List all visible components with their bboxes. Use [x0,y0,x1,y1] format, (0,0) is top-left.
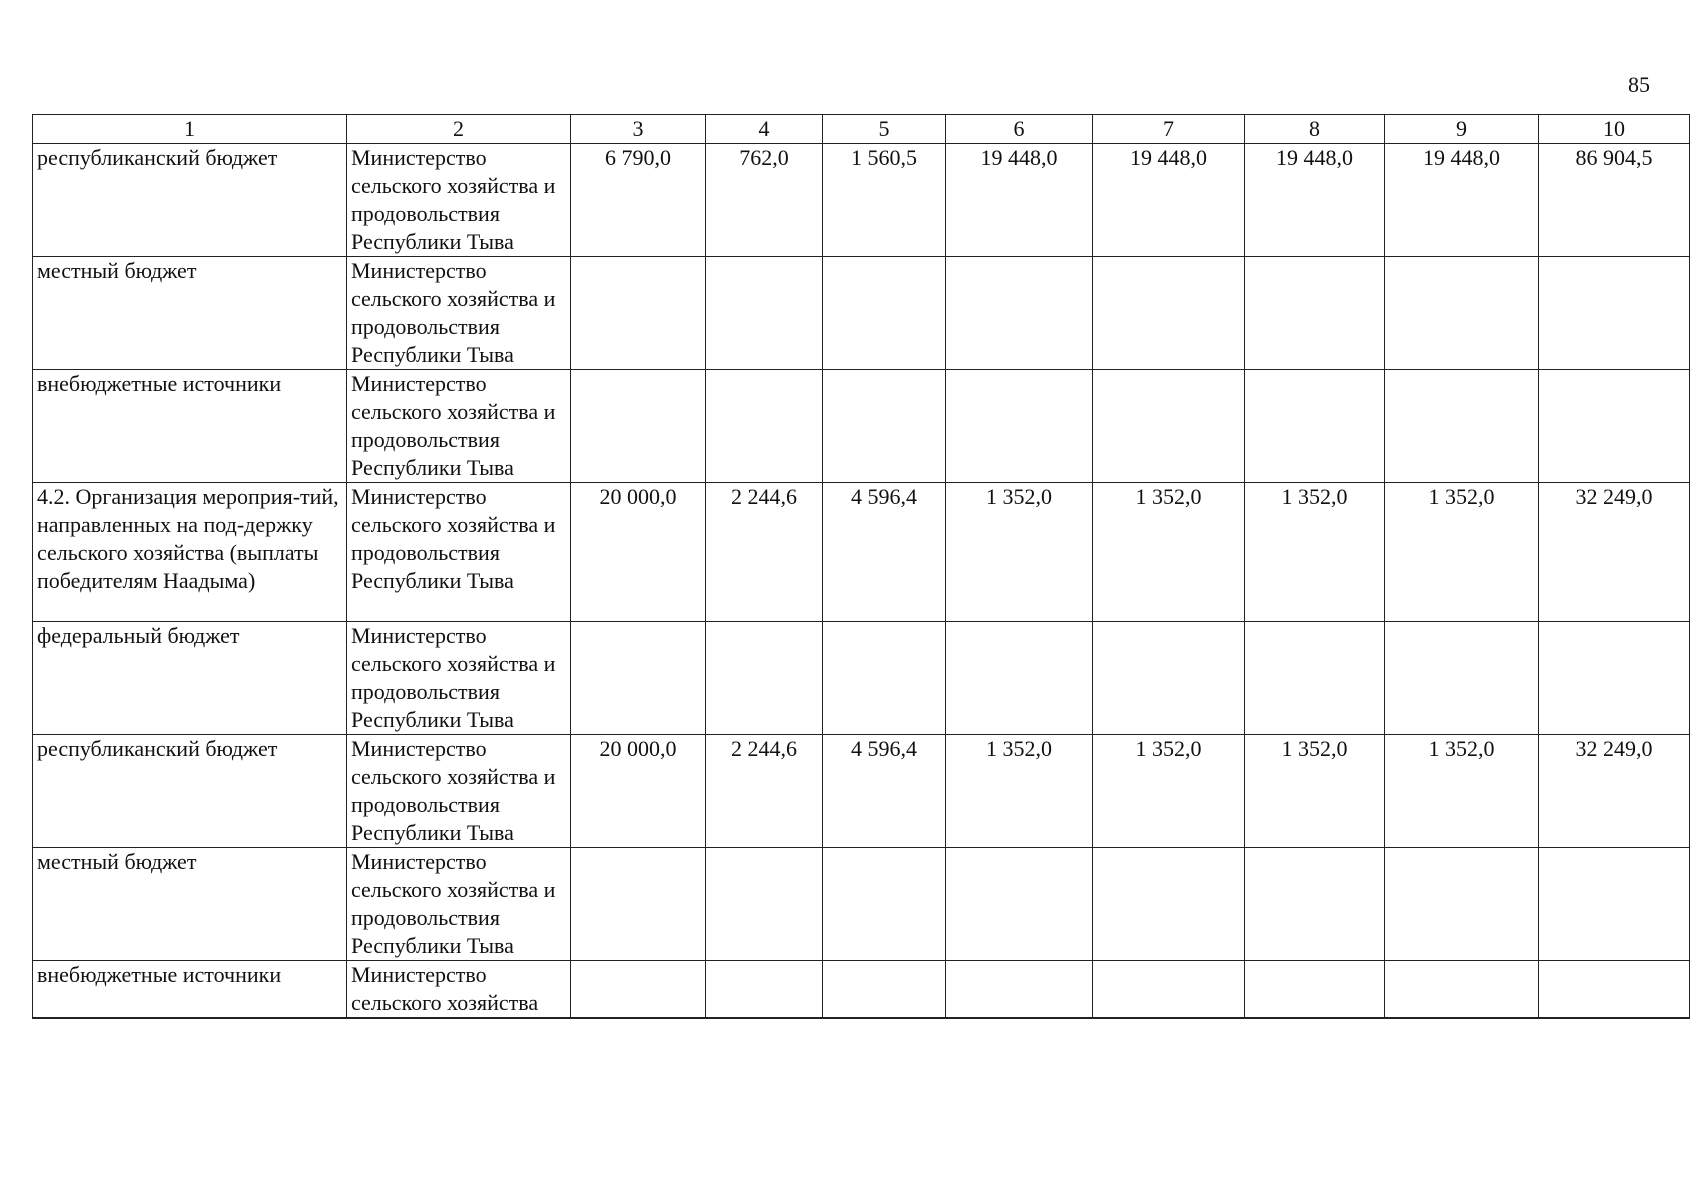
value-cell [946,961,1093,1019]
value-cell [1539,848,1690,961]
value-cell: 20 000,0 [571,735,706,848]
value-cell [1093,961,1245,1019]
value-cell: 1 352,0 [946,483,1093,622]
value-cell: 1 352,0 [1093,735,1245,848]
value-cell: 32 249,0 [1539,735,1690,848]
value-cell [1245,848,1385,961]
value-cell [571,370,706,483]
value-cell [1539,961,1690,1019]
value-cell: 1 560,5 [823,144,946,257]
budget-table [32,114,1690,1019]
column-number-row [33,115,1690,144]
value-cell: 32 249,0 [1539,483,1690,622]
responsible-executor-cell: Министерство сельского хозяйства и продовольствия Республики Тыва [347,144,571,257]
value-cell [946,622,1093,735]
responsible-executor-cell: Министерство сельского хозяйства и продовольствия Республики Тыва [347,370,571,483]
value-cell [1093,257,1245,370]
value-cell [1093,622,1245,735]
value-cell [823,848,946,961]
column-header: 8 [1245,115,1385,144]
responsible-executor-cell: Министерство сельского хозяйства и продовольствия Республики Тыва [347,483,571,622]
value-cell: 2 244,6 [706,483,823,622]
value-cell [823,370,946,483]
value-cell: 1 352,0 [1245,735,1385,848]
value-cell [1245,370,1385,483]
responsible-executor-cell: Министерство сельского хозяйства и продовольствия Республики Тыва [347,622,571,735]
value-cell [1539,622,1690,735]
table-row [33,257,1690,370]
column-header: 10 [1539,115,1690,144]
value-cell [1093,848,1245,961]
column-header: 5 [823,115,946,144]
table-row [33,735,1690,848]
value-cell [706,622,823,735]
value-cell [946,848,1093,961]
value-cell [823,622,946,735]
value-cell [1093,370,1245,483]
value-cell [1385,848,1539,961]
value-cell: 4 596,4 [823,735,946,848]
value-cell [571,961,706,1019]
funding-source-cell: местный бюджет [33,848,347,961]
value-cell [1245,961,1385,1019]
funding-source-cell: внебюджетные источники [33,961,347,1019]
value-cell [823,961,946,1019]
value-cell [571,848,706,961]
value-cell: 19 448,0 [946,144,1093,257]
responsible-executor-cell: Министерство сельского хозяйства и продовольствия Республики Тыва [347,848,571,961]
value-cell [706,257,823,370]
value-cell: 2 244,6 [706,735,823,848]
table-row [33,483,1690,622]
table-row [33,961,1690,1019]
column-header: 4 [706,115,823,144]
table-row [33,848,1690,961]
value-cell: 86 904,5 [1539,144,1690,257]
funding-source-cell: внебюджетные источники [33,370,347,483]
value-cell: 1 352,0 [1385,483,1539,622]
funding-source-cell: федеральный бюджет [33,622,347,735]
value-cell: 1 352,0 [1093,483,1245,622]
value-cell [946,370,1093,483]
value-cell: 19 448,0 [1093,144,1245,257]
column-header: 2 [347,115,571,144]
value-cell [1385,257,1539,370]
value-cell [571,257,706,370]
value-cell: 1 352,0 [946,735,1093,848]
table-row [33,370,1690,483]
value-cell: 20 000,0 [571,483,706,622]
activity-title-cell: 4.2. Организация мероприя-тий, направленных на под-держку сельского хозяйства (выплаты победителям Наадыма) [33,483,347,622]
value-cell: 19 448,0 [1245,144,1385,257]
value-cell [1539,257,1690,370]
value-cell [706,370,823,483]
page-number: 85 [1628,72,1650,97]
value-cell [571,622,706,735]
table-row [33,144,1690,257]
value-cell: 4 596,4 [823,483,946,622]
value-cell [706,961,823,1019]
value-cell: 19 448,0 [1385,144,1539,257]
value-cell [706,848,823,961]
responsible-executor-cell: Министерство сельского хозяйства и продовольствия Республики Тыва [347,257,571,370]
table-row [33,622,1690,735]
value-cell [1385,370,1539,483]
funding-source-cell: республиканский бюджет [33,144,347,257]
value-cell [1385,622,1539,735]
value-cell: 762,0 [706,144,823,257]
value-cell [823,257,946,370]
column-header: 7 [1093,115,1245,144]
value-cell [1385,961,1539,1019]
value-cell [1245,622,1385,735]
value-cell: 1 352,0 [1245,483,1385,622]
value-cell [1245,257,1385,370]
responsible-executor-cell: Министерство сельского хозяйства и продовольствия Республики Тыва [347,735,571,848]
funding-source-cell: местный бюджет [33,257,347,370]
column-header: 3 [571,115,706,144]
column-header: 6 [946,115,1093,144]
column-header: 9 [1385,115,1539,144]
value-cell [1539,370,1690,483]
column-header: 1 [33,115,347,144]
value-cell [946,257,1093,370]
responsible-executor-cell: Министерство сельского хозяйства [347,961,571,1019]
value-cell: 6 790,0 [571,144,706,257]
value-cell: 1 352,0 [1385,735,1539,848]
funding-source-cell: республиканский бюджет [33,735,347,848]
